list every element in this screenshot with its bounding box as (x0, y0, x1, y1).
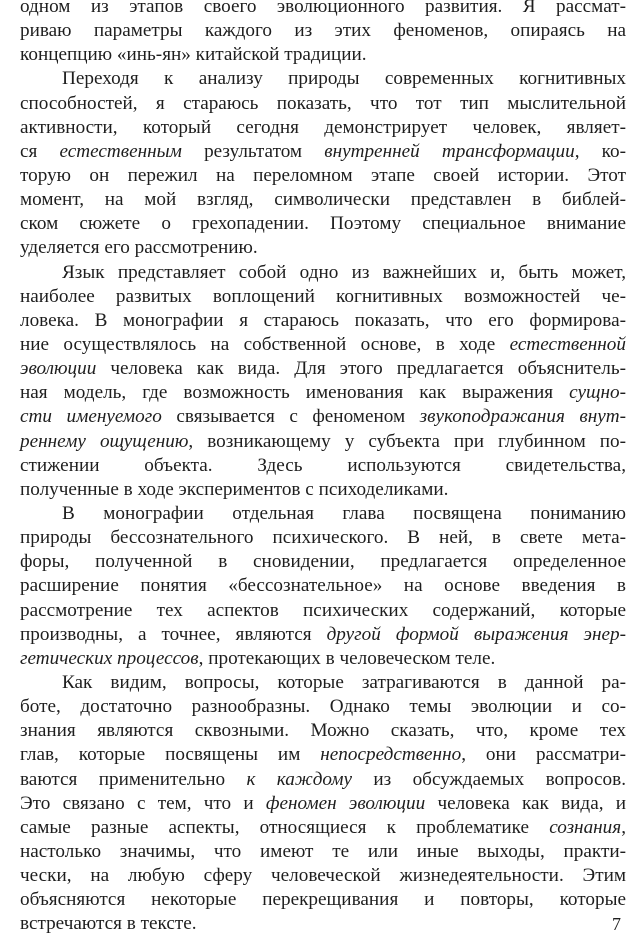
italic-text: сущно- (569, 382, 626, 404)
text-run: из обсуждаемых вопросов. (352, 768, 626, 790)
text-line (20, 430, 626, 454)
text-run: , возникающему у субъекта при глубинном по- (188, 430, 626, 452)
text-run: наиболее развитых воплощений когнитивных возможностей че- (20, 285, 626, 307)
paragraph (20, 261, 626, 502)
text-run: ся (20, 140, 60, 162)
text-run: производны, а точнее, являются (20, 623, 327, 645)
text-run: стижении объекта. Здесь используются свидетельства, (20, 454, 626, 476)
text-line (20, 236, 626, 260)
text-line (20, 164, 626, 188)
text-run: активности, который сегодня демонстрирует человек, являет- (20, 116, 626, 138)
text-line (20, 888, 626, 912)
text-line (20, 792, 626, 816)
text-run: , протекающих в человеческом теле. (198, 647, 496, 669)
text-line (20, 768, 626, 792)
text-line (20, 309, 626, 333)
text-run: уделяется его рассмотрению. (20, 237, 258, 259)
text-run: Как видим, вопросы, которые затрагиваются в данной ра- (62, 671, 626, 693)
text-run: Язык представляет собой одно из важнейших и, быть может, (62, 261, 626, 283)
text-run: встречаются в тексте. (20, 913, 197, 935)
text-line (20, 92, 626, 116)
text-run: момент, на мой взгляд, символически представлен в библей- (20, 189, 626, 211)
text-run: Это связано с тем, что и (20, 792, 266, 814)
text-line (20, 840, 626, 864)
italic-text: гетических процессов (20, 647, 199, 669)
text-line (20, 19, 626, 43)
text-run: риваю параметры каждого из этих феноменов, опираясь на (20, 20, 626, 42)
text-line (20, 333, 626, 357)
text-line (20, 43, 626, 67)
text-line (20, 623, 626, 647)
text-run: расширение понятия «бессознательное» на основе введения в (20, 575, 626, 597)
text-line (20, 912, 626, 936)
text-run: ная модель, где возможность именования как выражения (20, 382, 570, 404)
text-line (20, 864, 626, 888)
text-run: глав, которые посвящены им (20, 744, 321, 766)
text-line (20, 719, 626, 743)
text-run: В монографии отдельная глава посвящена пониманию (62, 502, 626, 524)
text-run: человека как вида. Для этого предлагается объяснитель- (96, 358, 626, 380)
text-line (20, 478, 626, 502)
italic-text: сти именуемого (20, 406, 162, 428)
italic-text: феномен эволюции (265, 792, 426, 814)
text-run: ние осуществлялось на собственной основе, в ходе (20, 333, 510, 355)
text-line (20, 405, 626, 429)
text-run: человека как вида, и (425, 792, 627, 814)
text-run: форы, полученной в сновидении, предлагается определенное (20, 551, 626, 573)
text-run: настолько значимы, что имеют те или иные выходы, практи- (20, 840, 626, 862)
text-line (20, 502, 626, 526)
text-run: чески, на любую сферу человеческой жизнедеятельности. Этим (20, 865, 626, 887)
page-number: 7 (612, 914, 621, 934)
text-line (20, 0, 626, 19)
text-line (20, 454, 626, 478)
text-run: природы бессознательного психического. В ней, в свете мета- (20, 527, 626, 549)
italic-text: сознания (549, 816, 622, 838)
text-run: Переходя к анализу природы современных когнитивных (62, 68, 626, 90)
text-line (20, 647, 626, 671)
text-run: , они рассматри- (461, 744, 626, 766)
text-run: , ко- (574, 140, 626, 162)
text-run: результатом (181, 140, 325, 162)
italic-text: звукоподражания внут- (419, 406, 626, 428)
text-run: объясняются некоторые перекрещивания и повторы, которые (20, 889, 626, 911)
paragraph (20, 67, 626, 260)
text-run: торую он пережил на переломном этапе своей истории. Этот (20, 164, 626, 186)
italic-text: эволюции (20, 358, 97, 380)
text-run: ваются применительно (20, 768, 247, 790)
paragraph (20, 502, 626, 671)
text-line (20, 743, 626, 767)
text-line (20, 599, 626, 623)
text-run: ском сюжете о грехопадении. Поэтому специальное внимание (20, 213, 626, 235)
text-run: одном из этапов своего эволюционного развития. Я рассмат- (20, 0, 626, 17)
text-run: концепцию «инь-ян» китайской традиции. (20, 44, 367, 66)
text-line (20, 140, 626, 164)
paragraph (20, 671, 626, 937)
italic-text: внутренней трансформации (324, 140, 575, 162)
text-line (20, 550, 626, 574)
text-run: ловека. В монографии я стараюсь показать, что его формирова- (20, 309, 626, 331)
text-line (20, 188, 626, 212)
text-run: полученные в ходе экспериментов с психоделиками. (20, 478, 449, 500)
italic-text: к каждому (246, 768, 353, 790)
italic-text: другой формой выражения энер- (326, 623, 626, 645)
text-run: знания являются сквозными. Можно сказать, что, кроме тех (20, 720, 626, 742)
text-run: боте, достаточно разнообразны. Однако темы эволюции и со- (20, 696, 626, 718)
text-run: рассмотрение тех аспектов психических содержаний, которые (20, 599, 626, 621)
text-line (20, 116, 626, 140)
text-line (20, 816, 626, 840)
text-line (20, 261, 626, 285)
body-text (20, 0, 626, 936)
italic-text: естественной (509, 333, 626, 355)
text-run: самые разные аспекты, относящиеся к проблематике (20, 816, 550, 838)
text-line (20, 526, 626, 550)
italic-text: реннему ощущению (20, 430, 189, 452)
italic-text: естественным (59, 140, 182, 162)
text-line (20, 357, 626, 381)
text-line (20, 381, 626, 405)
text-line (20, 67, 626, 91)
text-line (20, 212, 626, 236)
text-run: связывается с феноменом (161, 406, 420, 428)
text-line (20, 671, 626, 695)
paragraph (20, 0, 626, 67)
text-run: способностей, я стараюсь показать, что тот тип мыслительной (20, 92, 626, 114)
text-line (20, 574, 626, 598)
text-line (20, 695, 626, 719)
italic-text: непосредственно (320, 744, 462, 766)
text-run: , (621, 816, 626, 838)
text-line (20, 285, 626, 309)
